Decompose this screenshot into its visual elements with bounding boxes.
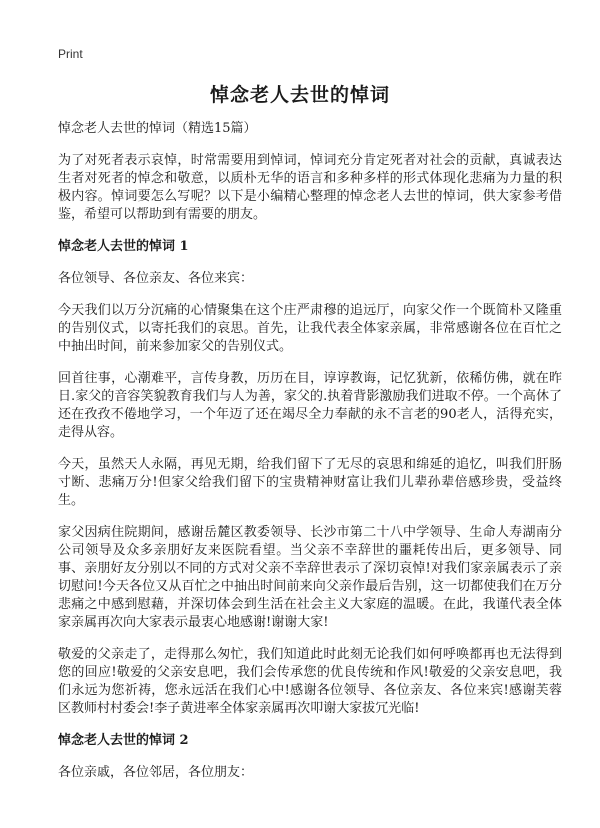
document-body xyxy=(58,120,562,796)
greeting-1: 各位领导、各位亲友、各位来宾： xyxy=(58,271,254,286)
page-title: 悼念老人去世的悼词 xyxy=(209,84,390,106)
paragraph: 回首往事，心潮难平，言传身教，历历在目，谆谆教诲，记忆犹新，依稀仿佛，就在昨日.家父的音容笑貌教育我们与人为善，家父的.执着背影激励我们进取不停。一个高休了还在孜孜不倦地学习，一个年迈了还在竭尽全力奉献的永不言老的90老人，活得充实，走得从容。 xyxy=(58,371,562,440)
paragraph: 今天我们以万分沉痛的心情聚集在这个庄严肃穆的追远厅，向家父作一个既简朴又隆重的告别仪式，以寄托我们的哀思。首先，让我代表全体家亲属，非常感谢各位在百忙之中抽出时间，前来参加家父的告别仪式。 xyxy=(58,303,562,354)
paragraph: 敬爱的父亲走了，走得那么匆忙，我们知道此时此刻无论我们如何呼唤都再也无法得到您的回应!敬爱的父亲安息吧，我们会传承您的优良传统和作风!敬爱的父亲安息吧，我们永远为您祈祷，您永远活在我们心中!感谢各位领导、各位亲友、各位来宾!感谢芙蓉区教师村村委会!李子黄进率全体家亲属再次叩谢大家拔冗光临! xyxy=(58,647,562,716)
greeting-2: 各位亲戚，各位邻居，各位朋友： xyxy=(58,765,254,780)
intro-paragraph: 为了对死者表示哀悼，时常需要用到悼词，悼词充分肯定死者对社会的贡献，真诚表达生者对死者的悼念和敬意，以质朴无华的语言和多种多样的形式体现化悲痛为力量的积极内容。悼词要怎么写呢？以下是小编精心整理的悼念老人去世的悼词，供大家参考借鉴，希望可以帮助到有需要的朋友。 xyxy=(58,153,562,222)
print-link[interactable]: Print xyxy=(58,47,83,61)
section-heading-1: 悼念老人去世的悼词 1 xyxy=(58,239,189,254)
paragraph: 家父因病住院期间，感谢岳麓区教委领导、长沙市第二十八中学领导、生命人寿湖南分公司领导及众多亲朋好友来医院看望。当父亲不幸辞世的噩耗传出后，更多领导、同事、亲朋好友分别以不同的方式对父亲不幸辞世表示了深切哀悼!对我们家亲属表示了亲切慰问!今天各位又从百忙之中抽出时间前来向父亲作最后告别，这一切都使我们在万分悲痛之中感到慰藉，并深切体会到生活在社会主义大家庭的温暖。在此，我谨代表全体家亲属再次向大家表示最衷心地感谢!谢谢大家! xyxy=(58,525,562,630)
section-heading-2: 悼念老人去世的悼词 2 xyxy=(58,733,189,748)
document-subtitle: 悼念老人去世的悼词（精选15篇） xyxy=(58,121,257,136)
paragraph: 今天，虽然天人永隔，再见无期，给我们留下了无尽的哀思和绵延的追忆，叫我们肝肠寸断、悲痛万分!但家父给我们留下的宝贵精神财富让我们儿辈孙辈倍感珍贵，受益终生。 xyxy=(58,457,562,508)
